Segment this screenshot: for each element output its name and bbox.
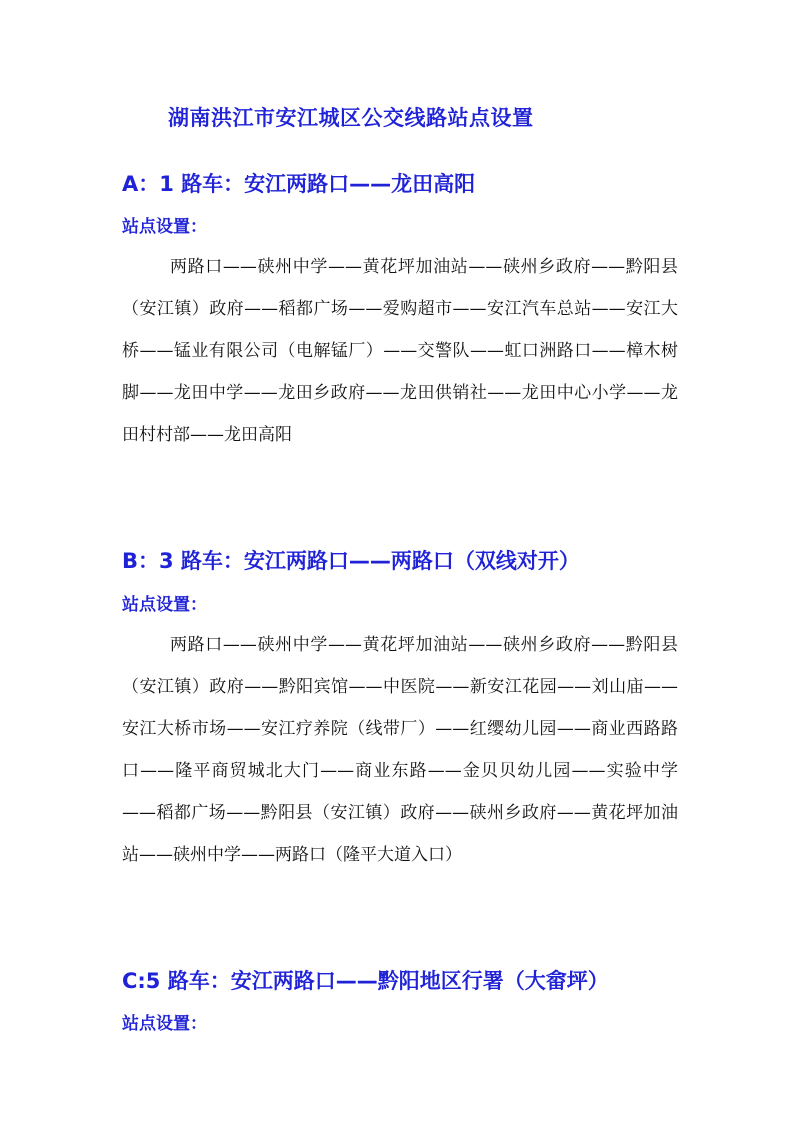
route-a-heading: A：1 路车：安江两路口——龙田高阳 (122, 172, 476, 196)
route-b-heading: B：3 路车：安江两路口——两路口（双线对开） (122, 549, 580, 573)
route-c-heading: C:5 路车：安江两路口——黔阳地区行署（大畲坪） (122, 969, 609, 993)
route-b-stops-text: 两路口——硖州中学——黄花坪加油站——硖州乡政府——黔阳县（安江镇）政府——黔阳宾馆——中医院——新安江花园——刘山庙——安江大桥市场——安江疗养院（线带厂）——红缨幼儿园——商业西路路口——隆平商贸城北大门——商业东路——金贝贝幼儿园——实验中学——稻都广场——黔阳县（安江镇）政府——硖州乡政府——黄花坪加油站——硖州中学——两路口（隆平大道入口） (122, 635, 678, 865)
route-c-stops-label: 站点设置： (122, 1014, 207, 1034)
route-b-stops-label: 站点设置： (122, 595, 207, 615)
route-a-stops-text: 两路口——硖州中学——黄花坪加油站——硖州乡政府——黔阳县（安江镇）政府——稻都广场——爱购超市——安江汽车总站——安江大桥——锰业有限公司（电解锰厂）——交警队——虹口洲路口——樟木树脚——龙田中学——龙田乡政府——龙田供销社——龙田中心小学——龙田村村部——龙田高阳 (122, 257, 678, 445)
document-title: 湖南洪江市安江城区公交线路站点设置 (168, 106, 534, 130)
route-a-stops-label: 站点设置： (122, 217, 207, 237)
